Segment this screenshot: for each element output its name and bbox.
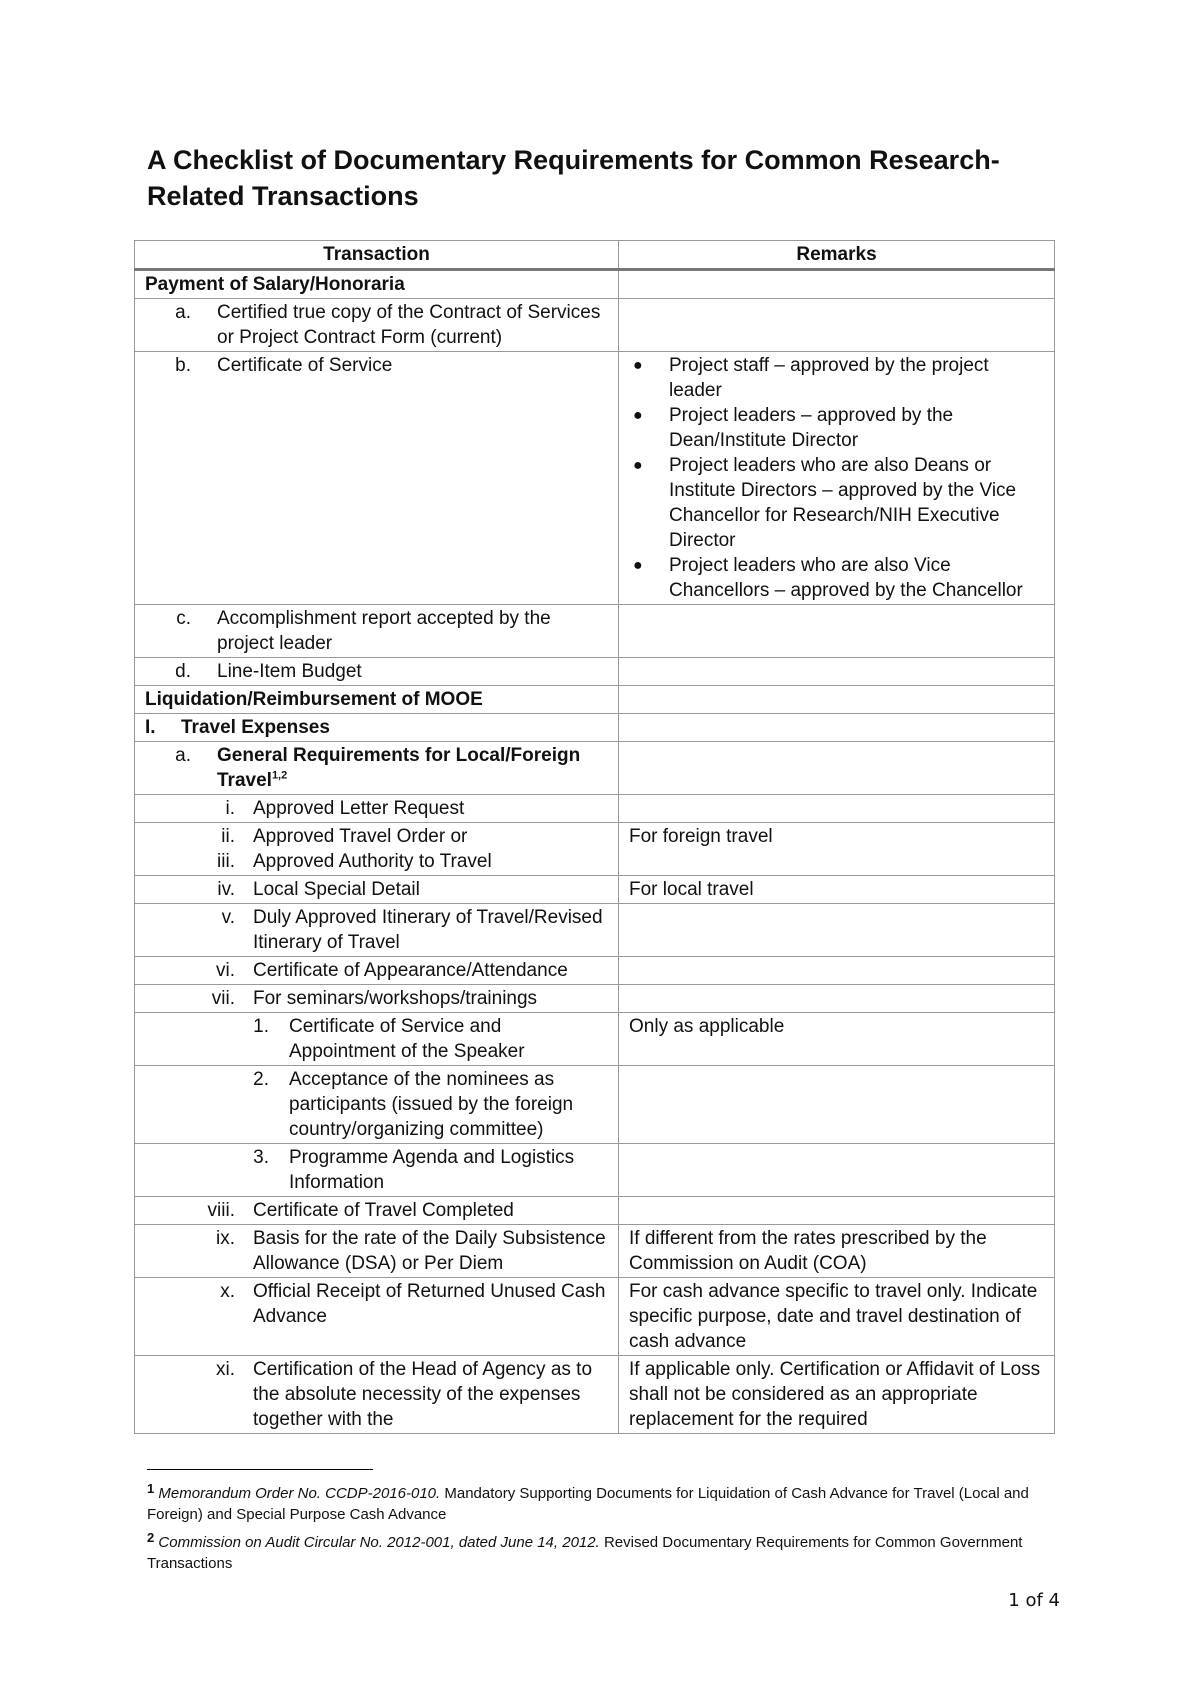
item-marker: ii. bbox=[221, 826, 235, 847]
footnote-ref: 1,2 bbox=[271, 769, 288, 782]
section-heading-salary: Payment of Salary/Honoraria bbox=[135, 270, 619, 299]
item-marker: d. bbox=[175, 661, 191, 682]
item-text: Acceptance of the nominees as participants (issued by the foreign country/organizing committee) bbox=[289, 1069, 574, 1140]
checklist-table bbox=[134, 240, 1055, 1434]
item-text: Line-Item Budget bbox=[217, 661, 362, 682]
remark-cell bbox=[619, 1066, 1055, 1144]
item-marker: ix. bbox=[216, 1228, 235, 1249]
remark-cell: For foreign travel bbox=[619, 823, 1055, 876]
section-row bbox=[135, 686, 1055, 714]
item-text: Certificate of Service and Appointment of the Speaker bbox=[289, 1016, 525, 1062]
item-text: Approved Authority to Travel bbox=[253, 851, 492, 872]
item-marker: c. bbox=[176, 608, 191, 629]
item-marker: x. bbox=[220, 1281, 235, 1302]
table-row bbox=[135, 957, 1055, 985]
remark-cell bbox=[619, 985, 1055, 1013]
item-text: General Requirements for Local/Foreign Travel bbox=[217, 745, 581, 791]
page-title: A Checklist of Documentary Requirements for Common Research-Related Transactions bbox=[147, 145, 1000, 211]
table-row bbox=[135, 823, 1055, 876]
table-row bbox=[135, 904, 1055, 957]
remark-cell bbox=[619, 957, 1055, 985]
footnote-divider bbox=[147, 1469, 373, 1470]
section-heading-travel: Travel Expenses bbox=[181, 717, 330, 738]
remark-cell: Only as applicable bbox=[619, 1013, 1055, 1066]
table-row bbox=[135, 1013, 1055, 1066]
item-marker: xi. bbox=[216, 1359, 235, 1380]
item-text: Approved Travel Order or bbox=[253, 826, 468, 847]
remark-cell bbox=[619, 1197, 1055, 1225]
section-row bbox=[135, 714, 1055, 742]
remark-cell bbox=[619, 270, 1055, 299]
item-text: Duly Approved Itinerary of Travel/Revised Itinerary of Travel bbox=[253, 907, 603, 953]
bullet-icon: ● bbox=[633, 357, 643, 374]
item-text: Local Special Detail bbox=[253, 879, 420, 900]
remark-cell bbox=[619, 1144, 1055, 1197]
remark-cell bbox=[619, 605, 1055, 658]
item-marker: iv. bbox=[217, 879, 235, 900]
remark-cell bbox=[619, 904, 1055, 957]
remark-cell bbox=[619, 686, 1055, 714]
bullet-icon: ● bbox=[633, 457, 643, 474]
item-text: Accomplishment report accepted by the project leader bbox=[217, 608, 551, 654]
bullet-icon: ● bbox=[633, 557, 643, 574]
list-item: ● Project leaders who are also Deans or Institute Directors – approved by the Vice Chancellor for Research/NIH Executive Director bbox=[629, 453, 1044, 553]
list-item: ● Project leaders – approved by the Dean/Institute Director bbox=[629, 403, 1044, 453]
item-marker: vi. bbox=[216, 960, 235, 981]
table-header-row bbox=[135, 241, 1055, 270]
remark-cell bbox=[619, 714, 1055, 742]
table-row bbox=[135, 1066, 1055, 1144]
table-row bbox=[135, 1225, 1055, 1278]
table-row bbox=[135, 1197, 1055, 1225]
table-row bbox=[135, 742, 1055, 795]
table-row bbox=[135, 1144, 1055, 1197]
item-text: Certification of the Head of Agency as to the absolute necessity of the expenses together with the bbox=[253, 1359, 593, 1430]
item-text: Approved Letter Request bbox=[253, 798, 465, 819]
table-row bbox=[135, 658, 1055, 686]
table-row bbox=[135, 876, 1055, 904]
remark-cell bbox=[619, 795, 1055, 823]
table-row bbox=[135, 795, 1055, 823]
item-marker: a. bbox=[175, 745, 191, 766]
item-text: Certificate of Appearance/Attendance bbox=[253, 960, 568, 981]
page-number: 1 of 4 bbox=[1008, 1590, 1060, 1611]
remark-cell: For local travel bbox=[619, 876, 1055, 904]
remark-cell bbox=[619, 742, 1055, 795]
table-row bbox=[135, 1356, 1055, 1434]
footnote: 1 Memorandum Order No. CCDP-2016-010. Mandatory Supporting Documents for Liquidation of Cash Advance for Travel (Local and Foreign) and Special Purpose Cash Advance bbox=[147, 1481, 1029, 1523]
column-header-transaction: Transaction bbox=[135, 241, 619, 270]
footnote: 2 Commission on Audit Circular No. 2012-001, dated June 14, 2012. Revised Documentary Requirements for Common Government Transactions bbox=[147, 1530, 1023, 1572]
item-marker: v. bbox=[221, 907, 235, 928]
item-text: Certificate of Travel Completed bbox=[253, 1200, 514, 1221]
item-text: Official Receipt of Returned Unused Cash Advance bbox=[253, 1281, 606, 1327]
table-row bbox=[135, 299, 1055, 352]
table-row bbox=[135, 1278, 1055, 1356]
item-marker: 3. bbox=[253, 1147, 269, 1168]
list-item: ● Project leaders who are also Vice Chancellors – approved by the Chancellor bbox=[629, 553, 1044, 603]
remark-cell bbox=[619, 299, 1055, 352]
remark-cell: For cash advance specific to travel only. Indicate specific purpose, date and travel destination of cash advance bbox=[619, 1278, 1055, 1356]
bullet-icon: ● bbox=[633, 407, 643, 424]
table-row bbox=[135, 352, 1055, 605]
table-row bbox=[135, 985, 1055, 1013]
item-marker: viii. bbox=[207, 1200, 235, 1221]
footnotes bbox=[147, 1478, 1047, 1576]
section-heading-mooe: Liquidation/Reimbursement of MOOE bbox=[135, 686, 619, 714]
item-marker: 2. bbox=[253, 1069, 269, 1090]
list-item: ● Project staff – approved by the project leader bbox=[629, 353, 1044, 403]
item-marker: b. bbox=[175, 355, 191, 376]
item-marker: iii. bbox=[217, 851, 235, 872]
item-text: Certificate of Service bbox=[217, 355, 393, 376]
item-text: For seminars/workshops/trainings bbox=[253, 988, 538, 1009]
remark-cell: If different from the rates prescribed by the Commission on Audit (COA) bbox=[619, 1225, 1055, 1278]
item-marker: i. bbox=[225, 798, 235, 819]
item-marker: I. bbox=[145, 717, 156, 738]
table-row bbox=[135, 605, 1055, 658]
bullet-list bbox=[629, 353, 1044, 603]
item-text: Basis for the rate of the Daily Subsistence Allowance (DSA) or Per Diem bbox=[253, 1228, 606, 1274]
item-marker: 1. bbox=[253, 1016, 269, 1037]
remark-cell bbox=[619, 352, 1055, 605]
item-text: Programme Agenda and Logistics Information bbox=[289, 1147, 575, 1193]
section-row bbox=[135, 270, 1055, 299]
item-marker: vii. bbox=[211, 988, 235, 1009]
remark-cell bbox=[619, 658, 1055, 686]
remark-cell: If applicable only. Certification or Affidavit of Loss shall not be considered as an appropriate replacement for the required bbox=[619, 1356, 1055, 1434]
column-header-remarks: Remarks bbox=[619, 241, 1055, 270]
item-marker: a. bbox=[175, 302, 191, 323]
item-text: Certified true copy of the Contract of Services or Project Contract Form (current) bbox=[217, 302, 601, 348]
